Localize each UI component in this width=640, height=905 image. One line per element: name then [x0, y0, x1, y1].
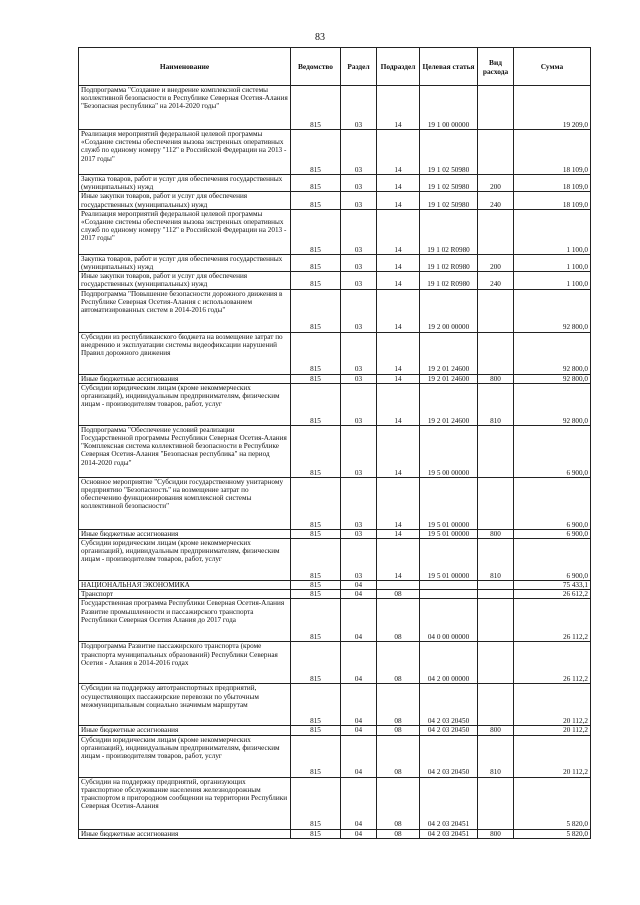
- row-summa: 92 800,0: [514, 374, 591, 383]
- row-celevaya-statya: 19 2 01 24600: [420, 383, 478, 425]
- row-name: Субсидии на поддержку автотранспортных предприятий, осуществляющих пассажирские перевозки по убыточным межмуниципальным социально значимым маршрутам: [79, 684, 291, 726]
- row-razdel: 04: [341, 590, 377, 599]
- row-razdel: 04: [341, 829, 377, 838]
- row-vedomstvo: 815: [291, 175, 341, 192]
- row-razdel: 04: [341, 642, 377, 684]
- table-row: [79, 86, 591, 130]
- row-vedomstvo: 815: [291, 539, 341, 581]
- row-name: Реализация мероприятий федеральной целевой программы «Создание системы обеспечения вызова экстренных оперативных служб по единому номеру "112" в Российской Федерации на 2013 - 2017 годы": [79, 209, 291, 254]
- header-name: Наименование: [79, 48, 291, 86]
- page-number: 83: [315, 32, 325, 43]
- row-name: Государственная программа Республики Северная Осетия-Алания Развитие промышленности и пассажирского транспорта Республики Северная Осетия Алания до 2017 года: [79, 599, 291, 642]
- row-razdel: 04: [341, 581, 377, 590]
- row-summa: 92 800,0: [514, 289, 591, 332]
- row-summa: 18 109,0: [514, 192, 591, 209]
- row-vid-rashoda: 240: [478, 192, 514, 209]
- row-razdel: 03: [341, 272, 377, 289]
- row-summa: 5 820,0: [514, 829, 591, 838]
- row-vedomstvo: 815: [291, 599, 341, 642]
- row-vid-rashoda: [478, 581, 514, 590]
- table-row: [79, 590, 591, 599]
- row-name: Субсидии юридическим лицам (кроме некоммерческих организаций), индивидуальным предпринимателям, физическим лицам - производителям товаров, работ, услуг: [79, 735, 291, 777]
- row-vid-rashoda: 800: [478, 829, 514, 838]
- table-row: [79, 175, 591, 192]
- row-vid-rashoda: 810: [478, 735, 514, 777]
- row-name: Подпрограмма Развитие пассажирского транспорта (кроме транспорта муниципальных образований) Республики Северная Осетия - Алания в 2014-2016 годах: [79, 642, 291, 684]
- row-razdel: 03: [341, 425, 377, 477]
- row-podrazdel: [377, 581, 420, 590]
- row-celevaya-statya: 19 1 00 00000: [420, 86, 478, 130]
- row-celevaya-statya: 19 2 00 00000: [420, 289, 478, 332]
- row-vid-rashoda: [478, 289, 514, 332]
- row-vid-rashoda: [478, 590, 514, 599]
- row-name: Иные закупки товаров, работ и услуг для обеспечения государственных (муниципальных) нужд: [79, 192, 291, 209]
- row-vedomstvo: 815: [291, 272, 341, 289]
- budget-table: [78, 47, 591, 839]
- row-podrazdel: 14: [377, 254, 420, 271]
- row-name: Закупка товаров, работ и услуг для обеспечения государственных (муниципальных) нужд: [79, 175, 291, 192]
- row-name: Закупка товаров, работ и услуг для обеспечения государственных (муниципальных) нужд: [79, 254, 291, 271]
- row-razdel: 03: [341, 86, 377, 130]
- table-row: [79, 726, 591, 735]
- row-celevaya-statya: 04 2 00 00000: [420, 642, 478, 684]
- row-vid-rashoda: [478, 209, 514, 254]
- row-celevaya-statya: 19 5 01 00000: [420, 529, 478, 538]
- row-razdel: 03: [341, 332, 377, 374]
- row-vid-rashoda: 810: [478, 539, 514, 581]
- row-vedomstvo: 815: [291, 726, 341, 735]
- row-razdel: 03: [341, 374, 377, 383]
- row-celevaya-statya: 04 2 03 20451: [420, 777, 478, 829]
- row-summa: 6 900,0: [514, 529, 591, 538]
- row-vid-rashoda: 200: [478, 254, 514, 271]
- row-vid-rashoda: [478, 599, 514, 642]
- row-vid-rashoda: [478, 332, 514, 374]
- row-podrazdel: 14: [377, 529, 420, 538]
- row-name: Субсидии на поддержку предприятий, организующих транспортное обслуживание населения железнодорожным транспортом в пригородном сообщении на территории Республики Северная Осетия-Алания: [79, 777, 291, 829]
- row-podrazdel: 08: [377, 599, 420, 642]
- row-celevaya-statya: 19 1 02 50980: [420, 130, 478, 175]
- table-row: [79, 539, 591, 581]
- row-summa: 75 433,1: [514, 581, 591, 590]
- table-row: [79, 209, 591, 254]
- row-summa: 6 900,0: [514, 477, 591, 529]
- row-summa: 92 800,0: [514, 383, 591, 425]
- row-celevaya-statya: 19 2 01 24600: [420, 332, 478, 374]
- table-row: [79, 642, 591, 684]
- row-name: Иные бюджетные ассигнования: [79, 829, 291, 838]
- table-row: [79, 130, 591, 175]
- row-celevaya-statya: 19 5 01 00000: [420, 539, 478, 581]
- header-celevaya-statya: Целевая статья: [420, 48, 478, 86]
- row-summa: 18 109,0: [514, 130, 591, 175]
- row-razdel: 03: [341, 254, 377, 271]
- table-row: [79, 272, 591, 289]
- row-vid-rashoda: 800: [478, 529, 514, 538]
- row-podrazdel: 14: [377, 272, 420, 289]
- row-name: Подпрограмма "Создание и внедрение комплексной системы коллективной безопасности в Республике Северная Осетия-Алания "Безопасная республика" на 2014-2020 годы": [79, 86, 291, 130]
- row-vedomstvo: 815: [291, 590, 341, 599]
- row-vid-rashoda: 800: [478, 726, 514, 735]
- row-vedomstvo: 815: [291, 254, 341, 271]
- row-name: Субсидии юридическим лицам (кроме некоммерческих организаций), индивидуальным предпринимателям, физическим лицам - производителям товаров, работ, услуг: [79, 383, 291, 425]
- row-podrazdel: 08: [377, 777, 420, 829]
- row-vedomstvo: 815: [291, 529, 341, 538]
- row-vedomstvo: 815: [291, 735, 341, 777]
- row-summa: 26 112,2: [514, 642, 591, 684]
- table-row: [79, 829, 591, 838]
- row-vedomstvo: 815: [291, 192, 341, 209]
- row-vid-rashoda: 800: [478, 374, 514, 383]
- header-podrazdel: Подраздел: [377, 48, 420, 86]
- row-podrazdel: 14: [377, 383, 420, 425]
- row-podrazdel: 14: [377, 425, 420, 477]
- row-razdel: 04: [341, 726, 377, 735]
- table-row: [79, 735, 591, 777]
- row-podrazdel: 14: [377, 192, 420, 209]
- row-podrazdel: 14: [377, 130, 420, 175]
- row-celevaya-statya: 04 2 03 20450: [420, 684, 478, 726]
- row-razdel: 03: [341, 383, 377, 425]
- row-razdel: 03: [341, 477, 377, 529]
- row-name: Иные бюджетные ассигнования: [79, 529, 291, 538]
- row-vid-rashoda: [478, 425, 514, 477]
- row-celevaya-statya: 19 5 01 00000: [420, 477, 478, 529]
- row-name: НАЦИОНАЛЬНАЯ ЭКОНОМИКА: [79, 581, 291, 590]
- row-name: Подпрограмма "Повышение безопасности дорожного движения в Республике Северная Осетия-Алания с использованием автоматизированных систем в 2014-2016 годы": [79, 289, 291, 332]
- row-razdel: 03: [341, 529, 377, 538]
- row-celevaya-statya: 19 1 02 R0980: [420, 254, 478, 271]
- row-name: Основное мероприятие "Субсидии государственному унитарному предприятию "Безопасность" на возмещение затрат по обеспечению функционирования комплексной системы коллективной безопасности": [79, 477, 291, 529]
- row-podrazdel: 14: [377, 477, 420, 529]
- table-row: [79, 529, 591, 538]
- row-razdel: 04: [341, 684, 377, 726]
- row-vid-rashoda: [478, 777, 514, 829]
- row-summa: 6 900,0: [514, 539, 591, 581]
- row-razdel: 04: [341, 777, 377, 829]
- table-row: [79, 477, 591, 529]
- row-vid-rashoda: [478, 684, 514, 726]
- row-celevaya-statya: 19 5 00 00000: [420, 425, 478, 477]
- row-vedomstvo: 815: [291, 374, 341, 383]
- row-vedomstvo: 815: [291, 777, 341, 829]
- row-podrazdel: 14: [377, 374, 420, 383]
- row-summa: 92 800,0: [514, 332, 591, 374]
- row-vedomstvo: 815: [291, 130, 341, 175]
- row-name: Иные бюджетные ассигнования: [79, 726, 291, 735]
- row-podrazdel: 08: [377, 735, 420, 777]
- row-razdel: 03: [341, 209, 377, 254]
- row-summa: 20 112,2: [514, 735, 591, 777]
- row-celevaya-statya: 19 2 01 24600: [420, 374, 478, 383]
- table-row: [79, 374, 591, 383]
- header-summa: Сумма: [514, 48, 591, 86]
- row-celevaya-statya: 19 1 02 50980: [420, 175, 478, 192]
- row-podrazdel: 14: [377, 289, 420, 332]
- row-vedomstvo: 815: [291, 477, 341, 529]
- row-celevaya-statya: 19 1 02 50980: [420, 192, 478, 209]
- table-body: [79, 86, 591, 839]
- row-podrazdel: 08: [377, 642, 420, 684]
- row-summa: 1 100,0: [514, 209, 591, 254]
- row-razdel: 03: [341, 539, 377, 581]
- row-vid-rashoda: [478, 86, 514, 130]
- row-razdel: 04: [341, 735, 377, 777]
- row-razdel: 03: [341, 289, 377, 332]
- row-name: Транспорт: [79, 590, 291, 599]
- row-vid-rashoda: 200: [478, 175, 514, 192]
- row-celevaya-statya: 19 1 02 R0980: [420, 272, 478, 289]
- row-celevaya-statya: [420, 590, 478, 599]
- table-row: [79, 684, 591, 726]
- row-summa: 1 100,0: [514, 254, 591, 271]
- table-row: [79, 192, 591, 209]
- row-vid-rashoda: 810: [478, 383, 514, 425]
- row-vid-rashoda: [478, 642, 514, 684]
- row-celevaya-statya: [420, 581, 478, 590]
- table-row: [79, 599, 591, 642]
- table-row: [79, 289, 591, 332]
- row-summa: 19 209,0: [514, 86, 591, 130]
- row-vedomstvo: 815: [291, 86, 341, 130]
- row-vedomstvo: 815: [291, 209, 341, 254]
- row-podrazdel: 14: [377, 209, 420, 254]
- row-celevaya-statya: 04 2 03 20450: [420, 726, 478, 735]
- row-name: Иные бюджетные ассигнования: [79, 374, 291, 383]
- row-vid-rashoda: [478, 130, 514, 175]
- table-row: [79, 425, 591, 477]
- header-row: [79, 48, 591, 86]
- row-vedomstvo: 815: [291, 289, 341, 332]
- table-row: [79, 332, 591, 374]
- row-celevaya-statya: 04 0 00 00000: [420, 599, 478, 642]
- row-summa: 26 612,2: [514, 590, 591, 599]
- row-razdel: 03: [341, 130, 377, 175]
- row-summa: 1 100,0: [514, 272, 591, 289]
- header-vedomstvo: Ведомство: [291, 48, 341, 86]
- row-razdel: 03: [341, 175, 377, 192]
- row-celevaya-statya: 04 2 03 20450: [420, 735, 478, 777]
- row-podrazdel: 08: [377, 684, 420, 726]
- row-summa: 18 109,0: [514, 175, 591, 192]
- row-vedomstvo: 815: [291, 642, 341, 684]
- table-row: [79, 581, 591, 590]
- row-celevaya-statya: 19 1 02 R0980: [420, 209, 478, 254]
- row-podrazdel: 14: [377, 332, 420, 374]
- row-vid-rashoda: [478, 477, 514, 529]
- table-row: [79, 777, 591, 829]
- row-vid-rashoda: 240: [478, 272, 514, 289]
- row-vedomstvo: 815: [291, 383, 341, 425]
- row-name: Реализация мероприятий федеральной целевой программы «Создание системы обеспечения вызова экстренных оперативных служб по единому номеру "112" в Российской Федерации на 2013 - 2017 годы": [79, 130, 291, 175]
- row-razdel: 03: [341, 192, 377, 209]
- table-row: [79, 383, 591, 425]
- row-name: Иные закупки товаров, работ и услуг для обеспечения государственных (муниципальных) нужд: [79, 272, 291, 289]
- row-celevaya-statya: 04 2 03 20451: [420, 829, 478, 838]
- row-podrazdel: 08: [377, 590, 420, 599]
- row-name: Подпрограмма "Обеспечение условий реализации Государственной программы Республики Северная Осетия-Алания "Комплексная система коллективной безопасности в Республике Северная Осетия-Алания "Безопасная республика" на период 2014-2020 годы": [79, 425, 291, 477]
- row-summa: 6 900,0: [514, 425, 591, 477]
- header-razdel: Раздел: [341, 48, 377, 86]
- row-podrazdel: 08: [377, 829, 420, 838]
- row-name: Субсидии юридическим лицам (кроме некоммерческих организаций), индивидуальным предпринимателям, физическим лицам - производителям товаров, работ, услуг: [79, 539, 291, 581]
- row-vedomstvo: 815: [291, 332, 341, 374]
- row-razdel: 04: [341, 599, 377, 642]
- row-vedomstvo: 815: [291, 581, 341, 590]
- header-vid-rashoda: Вид расхода: [478, 48, 514, 86]
- row-vedomstvo: 815: [291, 425, 341, 477]
- row-podrazdel: 08: [377, 726, 420, 735]
- row-summa: 20 112,2: [514, 726, 591, 735]
- row-vedomstvo: 815: [291, 684, 341, 726]
- row-podrazdel: 14: [377, 86, 420, 130]
- row-podrazdel: 14: [377, 175, 420, 192]
- table-row: [79, 254, 591, 271]
- row-summa: 26 112,2: [514, 599, 591, 642]
- row-podrazdel: 14: [377, 539, 420, 581]
- row-summa: 5 820,0: [514, 777, 591, 829]
- row-name: Субсидии из республиканского бюджета на возмещение затрат по внедрению и эксплуатации системы видеофиксации нарушений Правил дорожного движения: [79, 332, 291, 374]
- row-vedomstvo: 815: [291, 829, 341, 838]
- row-summa: 20 112,2: [514, 684, 591, 726]
